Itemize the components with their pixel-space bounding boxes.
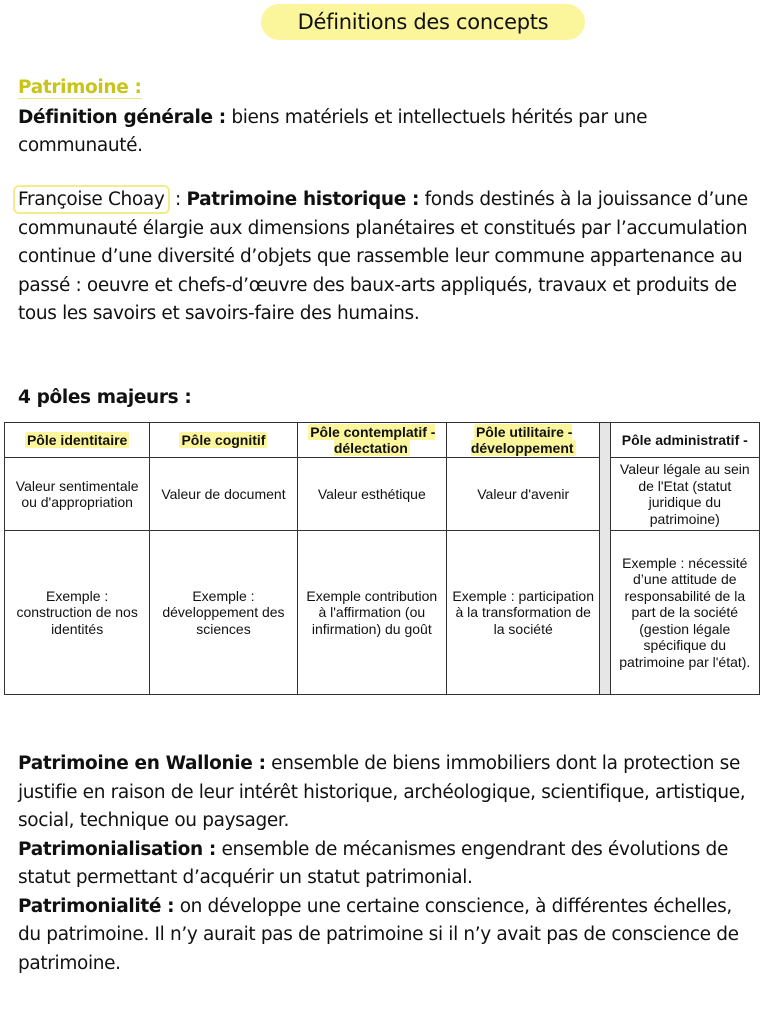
page-title: Définitions des concepts (261, 4, 585, 40)
bottom-definitions (18, 750, 758, 978)
patrimonialite-definition (18, 893, 758, 979)
general-definition-label: Définition générale : (18, 106, 226, 128)
table-row (5, 531, 760, 695)
table-cell: Valeur légale au sein de l'Etat (statut juridique du patrimoine) (610, 458, 759, 531)
historic-heritage-text: fonds destinés à la jouissance d’une communauté élargie aux dimensions planétaires et constitués par l’accumulation continue d’une diversité d’objets que rassemble leur commune appartenance au passé : oeuvre et chefs-d’œuvre des baux-arts appliqués, travaux et produits de tous les savoirs et savoirs-faire des humains. (18, 189, 748, 324)
author-name: Françoise Choay (13, 185, 170, 214)
author-separator: : (175, 189, 181, 210)
table-cell: Exemple contribution à l'affirmation (ou infirmation) du goût (297, 531, 446, 695)
choay-definition (18, 186, 758, 329)
patrimonialisation-label: Patrimonialisation : (18, 838, 216, 860)
patrimonialite-text: on développe une certaine conscience, à différentes échelles, du patrimoine. Il n’y aurait pas de patrimoine si il n’y avait pas de conscience de patrimoine. (18, 895, 739, 974)
table-header-cell: Pôle cognitif (150, 423, 297, 458)
poles-heading: 4 pôles majeurs : (18, 387, 192, 408)
table-cell: Valeur d'avenir (446, 458, 599, 531)
patrimoine-section (18, 74, 758, 161)
patrimoine-heading: Patrimoine : (18, 77, 142, 98)
patrimonialisation-definition (18, 836, 758, 893)
poles-table (4, 422, 760, 695)
table-cell: Exemple : participation à la transformation de la société (446, 531, 599, 695)
table-gap-column (600, 423, 610, 695)
table-cell: Valeur esthétique (297, 458, 446, 531)
table-header-cell: Pôle administratif - (610, 423, 759, 458)
wallonie-label: Patrimoine en Wallonie : (18, 753, 266, 774)
table-header-cell: Pôle contemplatif - délectation (297, 423, 446, 458)
table-header-cell: Pôle identitaire (5, 423, 150, 458)
patrimonialite-label: Patrimonialité : (18, 895, 175, 917)
table-row (5, 458, 760, 531)
wallonie-definition (18, 750, 758, 836)
table-cell: Valeur de document (150, 458, 297, 531)
historic-heritage-label: Patrimoine historique : (186, 189, 420, 210)
table-cell: Exemple : construction de nos identités (5, 531, 150, 695)
table-cell: Exemple : développement des sciences (150, 531, 297, 695)
general-definition-text: biens matériels et intellectuels hérités par une communauté. (18, 106, 648, 156)
wallonie-text: ensemble de biens immobiliers dont la protection se justifie en raison de leur intérêt historique, archéologique, scientifique, artistique, social, technique ou paysager. (18, 753, 746, 831)
table-header-cell: Pôle utilitaire - développement (446, 423, 599, 458)
table-header-row (5, 423, 760, 458)
table-cell: Exemple : nécessité d’une attitude de responsabilité de la part de la société (gestion légale spécifique du patrimoine par l'état). (610, 531, 759, 695)
patrimonialisation-text: ensemble de mécanismes engendrant des évolutions de statut permettant d’acquérir un statut patrimonial. (18, 838, 728, 888)
table-cell: Valeur sentimentale ou d'appropriation (5, 458, 150, 531)
